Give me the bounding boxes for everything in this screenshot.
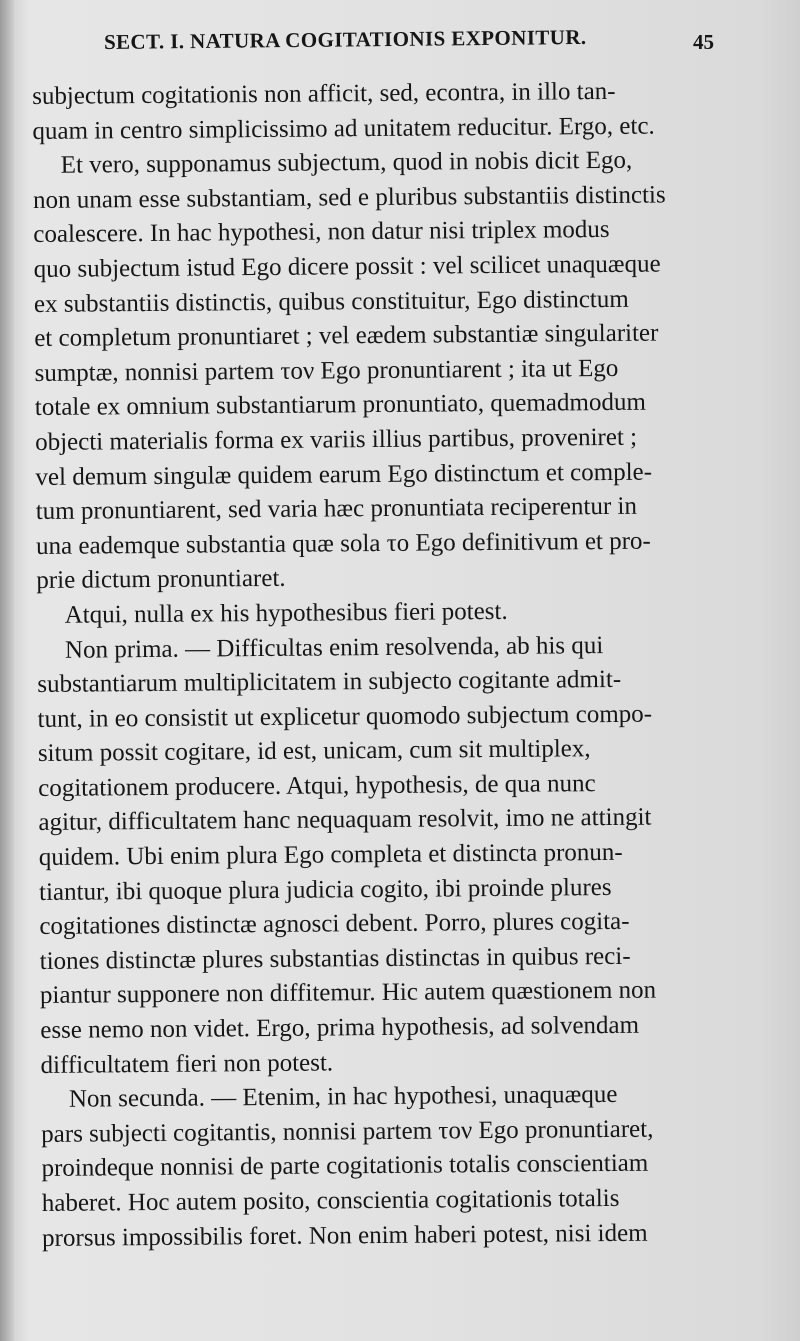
text-line: Non secunda. — Etenim, in hac hypothesi, unaquæque (68, 1081, 618, 1113)
text-line: cogitationem producere. Atqui, hypothesis, de qua nunc (38, 769, 596, 802)
text-line: una eademque substantia quæ sola το Ego definitivum et pro- (35, 527, 651, 560)
text-line: difficultatem fieri non potest. (40, 1049, 334, 1079)
text-line: situm possit cogitare, id est, unicam, cum sit multiplex, (37, 735, 591, 768)
text-line: cogitationes distinctæ agnosci debent. Porro, plures cogita- (39, 908, 630, 941)
text-line: quo subjectum istud Ego dicere possit : vel scilicet unaquæque (33, 250, 661, 283)
text-line: et completum pronuntiaret ; vel eædem substantiæ singulariter (34, 319, 659, 353)
text-line: pars subjecti cogitantis, nonnisi partem τον Ego pronuntiaret, (41, 1115, 654, 1148)
page-header (103, 24, 714, 64)
text-line: quam in centro simplicissimo ad unitatem reducitur. Ergo, etc. (32, 112, 655, 145)
text-line: objecti materialis forma ex variis illius partibus, proveniret ; (35, 423, 638, 456)
body-text (32, 74, 732, 1256)
text-line: ex substantiis distinctis, quibus constituitur, Ego distinctum (33, 285, 629, 318)
text-line: vel demum singulæ quidem earum Ego distinctum et comple- (35, 458, 653, 491)
text-line: piantur supponere non diffitemur. Hic autem quæstionem non (39, 977, 657, 1010)
text-line: proindeque nonnisi de parte cogitationis totalis conscientiam (41, 1150, 649, 1183)
text-line: tum pronuntiarent, sed varia hæc pronuntiata reciperentur in (35, 492, 638, 526)
text-line: quidem. Ubi enim plura Ego completa et distincta pronun- (38, 838, 623, 872)
text-line: haberet. Hoc autem posito, conscientia cogitationis totalis (41, 1184, 620, 1217)
text-line: coalescere. In hac hypothesi, non datur nisi triplex modus (33, 216, 610, 249)
page-number: 45 (693, 30, 714, 54)
text-line: sumptæ, nonnisi partem τον Ego pronuntiarent ; ita ut Ego (34, 354, 619, 387)
text-line: tunt, in eo consistit ut explicetur quomodo subjectum compo- (37, 700, 653, 733)
text-line: Non prima. — Difficultas enim resolvenda, ab his qui (64, 631, 604, 664)
text-line: prie dictum pronuntiaret. (36, 565, 286, 595)
text-line: subjectum cogitationis non afficit, sed, econtra, in illo tan- (32, 77, 616, 110)
text-line: non unam esse substantiam, sed e pluribus substantiis distinctis (32, 181, 666, 214)
text-line: esse nemo non videt. Ergo, prima hypothesis, ad solvendam (40, 1011, 640, 1044)
text-line: Atqui, nulla ex his hypothesibus fieri potest. (64, 597, 508, 629)
text-line: tiones distinctæ plures substantias distinctas in quibus reci- (39, 942, 631, 975)
text-line: agitur, difficultatem hanc nequaquam resolvit, imo ne attingit (38, 804, 652, 837)
text-line: tiantur, ibi quoque plura judicia cogito, ibi proinde plures (38, 873, 612, 906)
text-line: totale ex omnium substantiarum pronuntiato, quemadmodum (34, 388, 646, 422)
page-spine-shadow (0, 0, 14, 1341)
text-line: substantiarum multiplicitatem in subjecto cogitante admit- (37, 665, 622, 699)
text-line: prorsus impossibilis foret. Non enim haberi potest, nisi idem (41, 1219, 648, 1252)
text-line: Et vero, supponamus subjectum, quod in nobis dicit Ego, (60, 146, 633, 179)
running-head: SECT. I. NATURA COGITATIONIS EXPONITUR. (103, 24, 587, 54)
